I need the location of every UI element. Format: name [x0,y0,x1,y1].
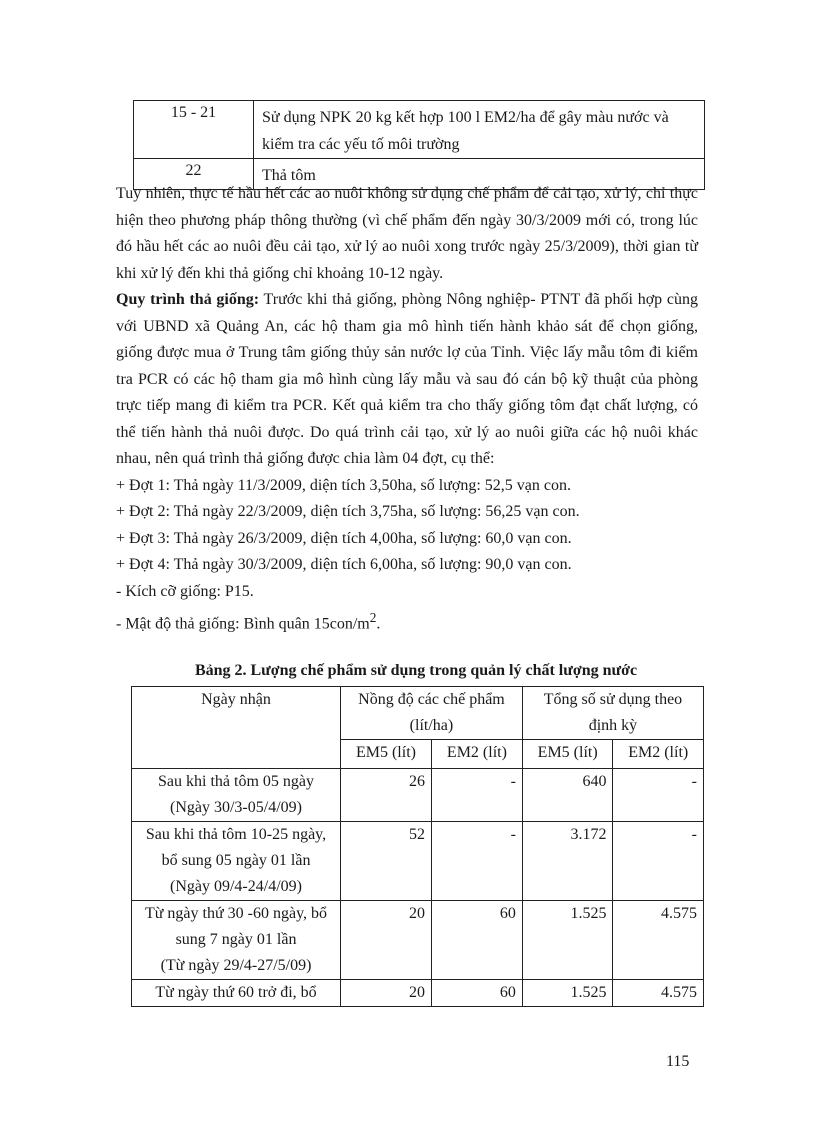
row-label [132,769,341,822]
list-item [116,605,698,638]
header-day: Ngày nhận [132,687,341,769]
table-cell: 20 [341,980,432,1007]
row-label [132,980,341,1007]
list-item: - Kích cỡ giống: P15. [116,582,254,600]
table-cell: 4.575 [613,901,704,980]
body-text [116,181,698,638]
header-em5-total: EM5 (lít) [522,740,613,769]
table-cell: Thả tôm [254,159,705,190]
list-item: + Đợt 1: Thả ngày 11/3/2009, diện tích 3,50ha, số lượng: 52,5 vạn con. [116,476,572,494]
table-cell: 20 [341,901,432,980]
label-line: (Ngày 30/3-05/4/09) [170,799,302,816]
label-line: (Từ ngày 29/4-27/5/09) [160,957,312,974]
density-sup: 2 [369,610,377,625]
table-cell: - [613,769,704,822]
header-total: Tổng số sử dụng theo định kỳ [522,687,703,740]
schedule-table [133,100,705,190]
list-item: + Đợt 4: Thả ngày 30/3/2009, diện tích 6,00ha, số lượng: 90,0 vạn con. [116,556,572,573]
label-line: Từ ngày thứ 60 trở đi, bổ [155,984,317,1001]
table-row [132,822,704,901]
table-cell: Sử dụng NPK 20 kg kết hợp 100 l EM2/ha để gây màu nước và kiểm tra các yếu tố môi trường [254,101,705,159]
header-em2-conc: EM2 (lít) [431,740,522,769]
product-usage-table [131,686,704,1007]
density-text: - Mật độ thả giống: Bình quân 15con/m [116,615,370,633]
paragraph-text: Trước khi thả giống, phòng Nông nghiệp- PTNT đã phối hợp cùng với UBND xã Quảng An, các hộ tham gia mô hình tiến hành khảo sát để chọn giống, giống được mua ở Trung tâm giống thủy sản nước lợ của Tỉnh. Việc lấy mẫu tôm đi kiểm tra PCR có các hộ tham gia mô hình cùng lấy mẫu và sau đó cán bộ kỹ thuật của phòng trực tiếp mang đi kiểm tra PCR. Kết quả kiểm tra cho thấy giống tôm đạt chất lượng, có thể tiến hành thả nuôi được. Do quá trình cải tạo, xử lý ao nuôi giữa các hộ nuôi khác nhau, nên quá trình thả giống được chia làm 04 đợt, cụ thể: [116,291,699,467]
page-number: 115 [666,1053,690,1070]
label-line: Từ ngày thứ 30 -60 ngày, bổ [144,905,328,922]
list-item: + Đợt 2: Thả ngày 22/3/2009, diện tích 3,75ha, số lượng: 56,25 vạn con. [116,503,580,520]
label-line: Sau khi thả tôm 05 ngày [158,773,314,790]
table-cell: 15 - 21 [134,101,254,159]
row-label [132,822,341,901]
section-heading: Quy trình thả giống: [116,291,260,308]
table-cell: - [431,769,522,822]
header-concentration: Nồng độ các chế phẩm (lít/ha) [341,687,523,740]
header-em2-total: EM2 (lít) [613,740,704,769]
header-em5-conc: EM5 (lít) [341,740,432,769]
table-cell: 26 [341,769,432,822]
label-line: sung 7 ngày 01 lần [175,931,297,948]
table-row [132,769,704,822]
table-row [134,101,705,159]
paragraph: Tuy nhiên, thực tế hầu hết các ao nuôi không sử dụng chế phẩm để cải tạo, xử lý, chỉ thực hiện theo phương pháp thông thường (vì chế phẩm đến ngày 30/3/2009 mới có, trong lúc đó hầu hết các ao nuôi đều cải tạo, xử lý ao nuôi xong trước ngày 25/3/2009), thời gian từ khi xử lý đến khi thả giống chỉ khoảng 10-12 ngày. [116,185,698,282]
table-row [132,901,704,980]
label-line: Sau khi thả tôm 10-25 ngày, [145,826,327,843]
table-header-row [132,687,704,740]
table-cell: 52 [341,822,432,901]
label-line: (Ngày 09/4-24/4/09) [170,878,302,895]
paragraph [116,287,698,473]
table-cell: 60 [431,901,522,980]
table-cell: 4.575 [613,980,704,1007]
table-cell: - [431,822,522,901]
row-label [132,901,341,980]
table-cell: 3.172 [522,822,613,901]
table-caption: Bảng 2. Lượng chế phẩm sử dụng trong quản lý chất lượng nước [194,662,638,679]
table-cell: 1.525 [522,901,613,980]
table-cell: 60 [431,980,522,1007]
table-cell: - [613,822,704,901]
label-line: bổ sung 05 ngày 01 lần [161,852,311,869]
table-cell: 22 [134,159,254,190]
table-row [132,980,704,1007]
list-item: + Đợt 3: Thả ngày 26/3/2009, diện tích 4,00ha, số lượng: 60,0 vạn con. [116,529,572,547]
table-cell: 640 [522,769,613,822]
table-cell: 1.525 [522,980,613,1007]
density-suffix: . [376,615,381,633]
